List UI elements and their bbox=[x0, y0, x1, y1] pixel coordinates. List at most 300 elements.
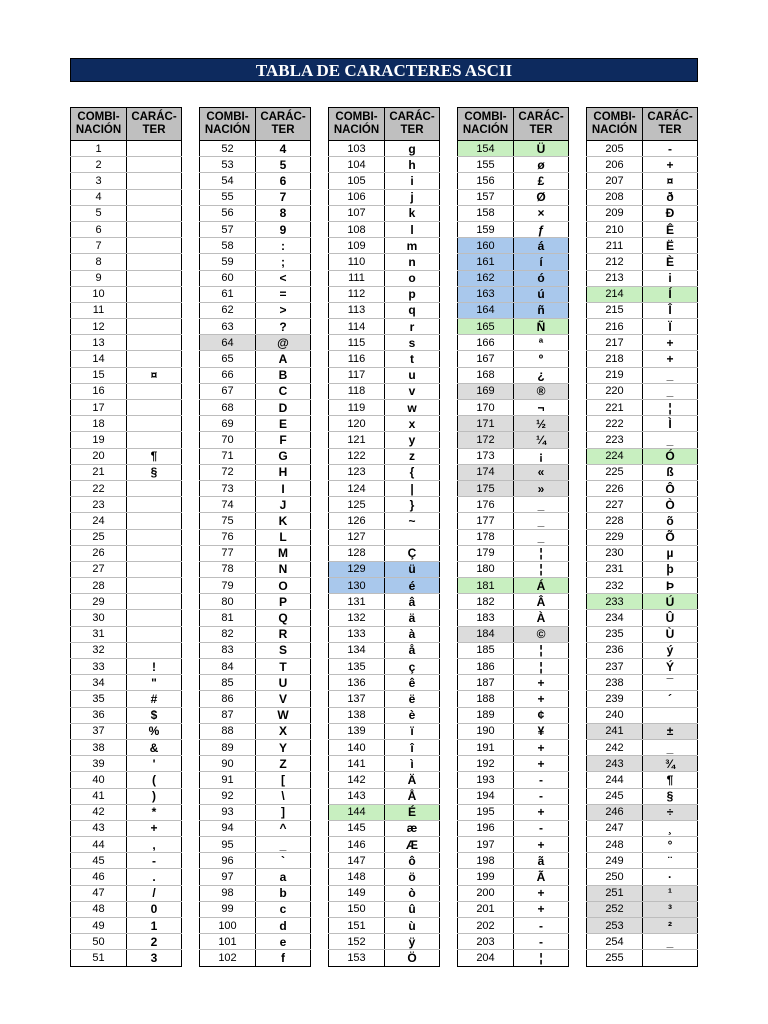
code-cell: 132 bbox=[329, 610, 385, 626]
character-cell: < bbox=[256, 270, 311, 286]
character-cell: & bbox=[127, 739, 182, 755]
code-cell: 66 bbox=[200, 367, 256, 383]
character-cell: > bbox=[256, 302, 311, 318]
table-row bbox=[329, 464, 440, 480]
code-cell: 197 bbox=[458, 837, 514, 853]
character-cell bbox=[127, 254, 182, 270]
table-row bbox=[200, 561, 311, 577]
character-cell: _ bbox=[256, 837, 311, 853]
table-row bbox=[200, 383, 311, 399]
character-cell: Ã bbox=[514, 869, 569, 885]
code-cell: 118 bbox=[329, 383, 385, 399]
table-row bbox=[587, 659, 698, 675]
character-cell: K bbox=[256, 513, 311, 529]
code-cell: 43 bbox=[71, 820, 127, 836]
table-row bbox=[458, 853, 569, 869]
table-row bbox=[458, 464, 569, 480]
code-cell: 243 bbox=[587, 756, 643, 772]
table-row bbox=[71, 707, 182, 723]
character-cell: Ò bbox=[643, 497, 698, 513]
code-cell: 137 bbox=[329, 691, 385, 707]
table-row bbox=[458, 820, 569, 836]
code-cell: 166 bbox=[458, 335, 514, 351]
table-row bbox=[329, 319, 440, 335]
table-row bbox=[587, 578, 698, 594]
code-cell: 109 bbox=[329, 238, 385, 254]
code-cell: 87 bbox=[200, 707, 256, 723]
code-cell: 138 bbox=[329, 707, 385, 723]
code-cell: 240 bbox=[587, 707, 643, 723]
table-row bbox=[458, 837, 569, 853]
character-cell: _ bbox=[643, 739, 698, 755]
table-row bbox=[329, 302, 440, 318]
character-cell: 9 bbox=[256, 221, 311, 237]
table-row bbox=[587, 173, 698, 189]
table-row bbox=[458, 432, 569, 448]
code-cell: 227 bbox=[587, 497, 643, 513]
character-cell bbox=[127, 189, 182, 205]
character-cell: V bbox=[256, 691, 311, 707]
character-cell: Ô bbox=[643, 480, 698, 496]
character-cell: ; bbox=[256, 254, 311, 270]
character-cell: ª bbox=[514, 335, 569, 351]
character-cell: I bbox=[256, 480, 311, 496]
code-cell: 135 bbox=[329, 659, 385, 675]
header-line: TER bbox=[658, 124, 682, 136]
character-cell: ' bbox=[127, 756, 182, 772]
character-cell: ñ bbox=[514, 302, 569, 318]
table-row bbox=[71, 561, 182, 577]
table-row bbox=[587, 594, 698, 610]
code-cell: 5 bbox=[71, 205, 127, 221]
character-cell bbox=[127, 238, 182, 254]
table-row bbox=[458, 691, 569, 707]
character-cell bbox=[127, 400, 182, 416]
header-line: COMBI- bbox=[335, 111, 378, 123]
table-row bbox=[458, 416, 569, 432]
table-row bbox=[587, 383, 698, 399]
ascii-table-3 bbox=[328, 107, 440, 967]
character-cell: 1 bbox=[127, 918, 182, 934]
code-cell: 218 bbox=[587, 351, 643, 367]
code-cell: 158 bbox=[458, 205, 514, 221]
code-cell: 226 bbox=[587, 480, 643, 496]
code-cell: 102 bbox=[200, 950, 256, 966]
code-cell: 55 bbox=[200, 189, 256, 205]
code-cell: 219 bbox=[587, 367, 643, 383]
character-cell bbox=[127, 626, 182, 642]
code-cell: 221 bbox=[587, 400, 643, 416]
character-cell bbox=[127, 480, 182, 496]
code-cell: 213 bbox=[587, 270, 643, 286]
character-cell: î bbox=[385, 739, 440, 755]
table-row bbox=[329, 723, 440, 739]
table-row bbox=[200, 642, 311, 658]
code-cell: 37 bbox=[71, 723, 127, 739]
code-cell: 159 bbox=[458, 221, 514, 237]
code-cell: 68 bbox=[200, 400, 256, 416]
code-cell: 196 bbox=[458, 820, 514, 836]
character-cell: u bbox=[385, 367, 440, 383]
character-cell bbox=[127, 270, 182, 286]
character-cell: F bbox=[256, 432, 311, 448]
ascii-table-5 bbox=[586, 107, 698, 967]
table-row bbox=[329, 691, 440, 707]
table-row bbox=[458, 270, 569, 286]
code-cell: 225 bbox=[587, 464, 643, 480]
table-row bbox=[71, 205, 182, 221]
table-row bbox=[587, 432, 698, 448]
code-cell: 194 bbox=[458, 788, 514, 804]
code-cell: 160 bbox=[458, 238, 514, 254]
character-cell: 8 bbox=[256, 205, 311, 221]
character-cell: - bbox=[643, 141, 698, 157]
ascii-table-1 bbox=[70, 107, 182, 967]
code-cell: 111 bbox=[329, 270, 385, 286]
character-cell: U bbox=[256, 675, 311, 691]
table-row bbox=[458, 901, 569, 917]
character-cell bbox=[385, 529, 440, 545]
table-row bbox=[587, 351, 698, 367]
table-row bbox=[71, 901, 182, 917]
table-row bbox=[71, 626, 182, 642]
header-caracter bbox=[385, 108, 440, 141]
character-cell: + bbox=[514, 885, 569, 901]
table-row bbox=[587, 950, 698, 966]
character-cell: 3 bbox=[127, 950, 182, 966]
table-row bbox=[587, 869, 698, 885]
code-cell: 140 bbox=[329, 739, 385, 755]
header-line: CARÁC- bbox=[131, 111, 177, 123]
table-row bbox=[71, 578, 182, 594]
code-cell: 115 bbox=[329, 335, 385, 351]
table-row bbox=[587, 885, 698, 901]
code-cell: 101 bbox=[200, 934, 256, 950]
character-cell: w bbox=[385, 400, 440, 416]
table-row bbox=[587, 335, 698, 351]
code-cell: 60 bbox=[200, 270, 256, 286]
character-cell: e bbox=[256, 934, 311, 950]
character-cell: ƒ bbox=[514, 221, 569, 237]
table-row bbox=[329, 707, 440, 723]
character-cell bbox=[127, 545, 182, 561]
table-row bbox=[71, 448, 182, 464]
table-row bbox=[200, 885, 311, 901]
code-cell: 187 bbox=[458, 675, 514, 691]
code-cell: 26 bbox=[71, 545, 127, 561]
character-cell: ö bbox=[385, 869, 440, 885]
table-row bbox=[200, 837, 311, 853]
table-row bbox=[71, 837, 182, 853]
code-cell: 191 bbox=[458, 739, 514, 755]
table-row bbox=[329, 885, 440, 901]
character-cell: ~ bbox=[385, 513, 440, 529]
table-row bbox=[329, 626, 440, 642]
table-row bbox=[587, 513, 698, 529]
character-cell: ÿ bbox=[385, 934, 440, 950]
code-cell: 161 bbox=[458, 254, 514, 270]
table-row bbox=[458, 934, 569, 950]
table-row bbox=[71, 691, 182, 707]
character-cell: Þ bbox=[643, 578, 698, 594]
code-cell: 106 bbox=[329, 189, 385, 205]
code-cell: 99 bbox=[200, 901, 256, 917]
character-cell: S bbox=[256, 642, 311, 658]
character-cell: Ê bbox=[643, 221, 698, 237]
character-cell: Q bbox=[256, 610, 311, 626]
character-cell: ¦ bbox=[514, 642, 569, 658]
table-row bbox=[71, 772, 182, 788]
character-cell: } bbox=[385, 497, 440, 513]
character-cell: § bbox=[127, 464, 182, 480]
character-cell: ( bbox=[127, 772, 182, 788]
character-cell: ç bbox=[385, 659, 440, 675]
code-cell: 189 bbox=[458, 707, 514, 723]
character-cell: æ bbox=[385, 820, 440, 836]
code-cell: 174 bbox=[458, 464, 514, 480]
table-row bbox=[71, 480, 182, 496]
character-cell: ó bbox=[514, 270, 569, 286]
code-cell: 163 bbox=[458, 286, 514, 302]
code-cell: 162 bbox=[458, 270, 514, 286]
code-cell: 150 bbox=[329, 901, 385, 917]
character-cell: ð bbox=[643, 189, 698, 205]
character-cell bbox=[127, 205, 182, 221]
character-cell: º bbox=[514, 351, 569, 367]
code-cell: 67 bbox=[200, 383, 256, 399]
character-cell: ¼ bbox=[514, 432, 569, 448]
table-row bbox=[458, 723, 569, 739]
character-cell: Ð bbox=[643, 205, 698, 221]
code-cell: 147 bbox=[329, 853, 385, 869]
character-cell: ) bbox=[127, 788, 182, 804]
character-cell bbox=[127, 610, 182, 626]
code-cell: 35 bbox=[71, 691, 127, 707]
table-row bbox=[458, 626, 569, 642]
character-cell: N bbox=[256, 561, 311, 577]
character-cell: Y bbox=[256, 739, 311, 755]
code-cell: 188 bbox=[458, 691, 514, 707]
character-cell: Ý bbox=[643, 659, 698, 675]
table-row bbox=[71, 173, 182, 189]
character-cell: o bbox=[385, 270, 440, 286]
code-cell: 91 bbox=[200, 772, 256, 788]
code-cell: 149 bbox=[329, 885, 385, 901]
table-row bbox=[458, 659, 569, 675]
character-cell: Õ bbox=[643, 529, 698, 545]
table-row bbox=[200, 934, 311, 950]
character-cell: + bbox=[514, 804, 569, 820]
character-cell bbox=[127, 319, 182, 335]
table-row bbox=[71, 950, 182, 966]
character-cell: = bbox=[256, 286, 311, 302]
table-row bbox=[329, 772, 440, 788]
character-cell bbox=[127, 157, 182, 173]
code-cell: 23 bbox=[71, 497, 127, 513]
code-cell: 178 bbox=[458, 529, 514, 545]
code-cell: 134 bbox=[329, 642, 385, 658]
character-cell: [ bbox=[256, 772, 311, 788]
table-row bbox=[329, 351, 440, 367]
code-cell: 114 bbox=[329, 319, 385, 335]
character-cell: Ø bbox=[514, 189, 569, 205]
table-row bbox=[200, 416, 311, 432]
code-cell: 32 bbox=[71, 642, 127, 658]
code-cell: 52 bbox=[200, 141, 256, 157]
code-cell: 49 bbox=[71, 918, 127, 934]
code-cell: 246 bbox=[587, 804, 643, 820]
code-cell: 103 bbox=[329, 141, 385, 157]
table-row bbox=[587, 561, 698, 577]
table-row bbox=[587, 270, 698, 286]
table-row bbox=[587, 157, 698, 173]
table-row bbox=[200, 869, 311, 885]
table-row bbox=[71, 820, 182, 836]
character-cell: s bbox=[385, 335, 440, 351]
table-row bbox=[458, 529, 569, 545]
table-row bbox=[587, 610, 698, 626]
character-cell bbox=[643, 707, 698, 723]
table-row bbox=[71, 432, 182, 448]
character-cell: ³ bbox=[643, 901, 698, 917]
table-row bbox=[587, 254, 698, 270]
table-row bbox=[200, 221, 311, 237]
character-cell: W bbox=[256, 707, 311, 723]
header-line: TER bbox=[529, 124, 553, 136]
character-cell: - bbox=[514, 788, 569, 804]
table-row bbox=[329, 820, 440, 836]
code-cell: 245 bbox=[587, 788, 643, 804]
code-cell: 8 bbox=[71, 254, 127, 270]
table-row bbox=[587, 739, 698, 755]
character-cell: × bbox=[514, 205, 569, 221]
character-cell: Ñ bbox=[514, 319, 569, 335]
code-cell: 100 bbox=[200, 918, 256, 934]
code-cell: 171 bbox=[458, 416, 514, 432]
code-cell: 247 bbox=[587, 820, 643, 836]
header-caracter bbox=[256, 108, 311, 141]
code-cell: 80 bbox=[200, 594, 256, 610]
table-row bbox=[587, 529, 698, 545]
table-row bbox=[458, 788, 569, 804]
ascii-table-4 bbox=[457, 107, 569, 967]
table-row bbox=[329, 286, 440, 302]
table-row bbox=[329, 189, 440, 205]
table-row bbox=[587, 642, 698, 658]
character-cell: # bbox=[127, 691, 182, 707]
character-cell bbox=[127, 173, 182, 189]
table-row bbox=[587, 205, 698, 221]
character-cell: ¦ bbox=[514, 545, 569, 561]
table-row bbox=[71, 157, 182, 173]
character-cell: ø bbox=[514, 157, 569, 173]
character-cell: ú bbox=[514, 286, 569, 302]
code-cell: 180 bbox=[458, 561, 514, 577]
table-row bbox=[200, 772, 311, 788]
code-cell: 97 bbox=[200, 869, 256, 885]
character-cell: Î bbox=[643, 302, 698, 318]
table-row bbox=[71, 869, 182, 885]
header-line: CARÁC- bbox=[518, 111, 564, 123]
table-row bbox=[329, 545, 440, 561]
table-row bbox=[71, 723, 182, 739]
code-cell: 130 bbox=[329, 578, 385, 594]
character-cell bbox=[127, 351, 182, 367]
table-row bbox=[458, 205, 569, 221]
character-cell: ü bbox=[385, 561, 440, 577]
table-row bbox=[587, 238, 698, 254]
table-row bbox=[587, 189, 698, 205]
character-cell: · bbox=[643, 869, 698, 885]
character-cell: r bbox=[385, 319, 440, 335]
table-row bbox=[200, 141, 311, 157]
character-cell: ¨ bbox=[643, 853, 698, 869]
character-cell: è bbox=[385, 707, 440, 723]
table-row bbox=[71, 756, 182, 772]
table-row bbox=[200, 448, 311, 464]
header-line: NACIÓN bbox=[204, 124, 251, 136]
character-cell: ² bbox=[643, 918, 698, 934]
table-row bbox=[458, 286, 569, 302]
character-cell: 4 bbox=[256, 141, 311, 157]
code-cell: 12 bbox=[71, 319, 127, 335]
table-row bbox=[200, 691, 311, 707]
code-cell: 70 bbox=[200, 432, 256, 448]
code-cell: 128 bbox=[329, 545, 385, 561]
code-cell: 79 bbox=[200, 578, 256, 594]
code-cell: 121 bbox=[329, 432, 385, 448]
character-cell: ^ bbox=[256, 820, 311, 836]
code-cell: 182 bbox=[458, 594, 514, 610]
code-cell: 173 bbox=[458, 448, 514, 464]
table-row bbox=[329, 578, 440, 594]
code-cell: 40 bbox=[71, 772, 127, 788]
character-cell: ¶ bbox=[127, 448, 182, 464]
character-cell: À bbox=[514, 610, 569, 626]
code-cell: 46 bbox=[71, 869, 127, 885]
character-cell: ¾ bbox=[643, 756, 698, 772]
table-row bbox=[329, 335, 440, 351]
character-cell: J bbox=[256, 497, 311, 513]
table-row bbox=[458, 221, 569, 237]
header-line: NACIÓN bbox=[333, 124, 380, 136]
table-row bbox=[200, 157, 311, 173]
code-cell: 110 bbox=[329, 254, 385, 270]
table-row bbox=[587, 723, 698, 739]
header-caracter bbox=[127, 108, 182, 141]
code-cell: 123 bbox=[329, 464, 385, 480]
character-cell: Ó bbox=[643, 448, 698, 464]
table-row bbox=[458, 319, 569, 335]
table-row bbox=[329, 221, 440, 237]
table-row bbox=[587, 286, 698, 302]
table-row bbox=[329, 642, 440, 658]
code-cell: 179 bbox=[458, 545, 514, 561]
character-cell: + bbox=[514, 691, 569, 707]
code-cell: 16 bbox=[71, 383, 127, 399]
code-cell: 33 bbox=[71, 659, 127, 675]
character-cell: » bbox=[514, 480, 569, 496]
table-row bbox=[200, 464, 311, 480]
table-row bbox=[71, 254, 182, 270]
code-cell: 200 bbox=[458, 885, 514, 901]
code-cell: 251 bbox=[587, 885, 643, 901]
code-cell: 83 bbox=[200, 642, 256, 658]
character-cell: + bbox=[514, 901, 569, 917]
code-cell: 108 bbox=[329, 221, 385, 237]
code-cell: 47 bbox=[71, 885, 127, 901]
code-cell: 50 bbox=[71, 934, 127, 950]
